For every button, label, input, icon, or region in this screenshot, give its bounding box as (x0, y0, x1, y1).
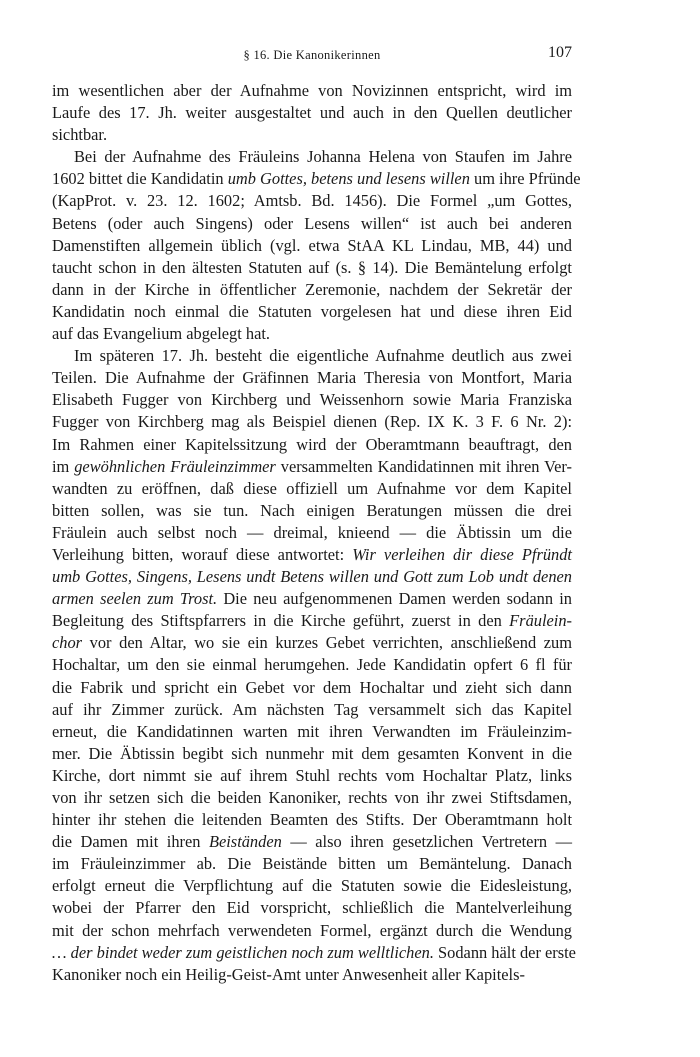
text-run: die Damen mit ihren (52, 832, 209, 852)
text-line (52, 853, 572, 875)
italic-run: Beiständen (208, 832, 282, 852)
text-run: wobei der Pfarrer den Eid vorspricht, schließlich die Mantelverleihung (52, 898, 572, 918)
text-run: im Fräuleinzimmer ab. Die Beistände bitten um Bemäntelung. Danach (52, 854, 572, 874)
italic-run: armen seelen zum Trost. (52, 589, 218, 609)
text-run: bitten sollen, was sie tun. Nach einigen Beratungen müssen die drei (52, 500, 572, 520)
text-line (52, 168, 581, 190)
body-text (52, 80, 581, 986)
text-run: Begleitung des Stiftspfarrers in die Kirche geführt, zuerst in den (52, 611, 510, 631)
italic-run: Fräulein- (509, 611, 572, 631)
text-line (52, 434, 572, 456)
text-run: sichtbar. (52, 125, 108, 145)
text-run: Elisabeth Fugger von Kirchberg und Weissenhorn sowie Maria Franziska (52, 390, 572, 410)
text-line (52, 942, 576, 964)
text-run: erneut, die Kandidatinnen warten mit ihren Verwandten im Fräuleinzim- (52, 721, 572, 741)
text-run: Die neu aufgenommenen Damen werden sodann in (217, 589, 572, 609)
page-header (52, 44, 572, 66)
text-line (52, 610, 572, 632)
text-run: im (52, 456, 75, 476)
text-run: vor den Altar, wo sie ein kurzes Gebet verrichten, anschließend zum (82, 633, 572, 653)
text-line (52, 544, 572, 566)
text-run: Kandidatin noch einmal die Statuten vorgelesen hat und diese ihren Eid (52, 301, 572, 321)
text-run: Kirche, dort nimmt sie auf ihrem Stuhl rechts vom Hochaltar Platz, links (52, 765, 572, 785)
text-line (52, 279, 572, 301)
text-run: Teilen. Die Aufnahme der Gräfinnen Maria Theresia von Montfort, Maria (52, 368, 572, 388)
text-run: von ihr setzen sich die beiden Kanoniker, rechts von ihr zwei Stiftsdamen, (52, 788, 572, 807)
text-run: um ihre Pfründe (469, 169, 581, 189)
text-line (52, 190, 572, 212)
text-line (52, 875, 572, 897)
italic-run: umb Gottes, Singens, Lesens undt Betens willen und Gott zum Lob undt denen (52, 567, 572, 587)
text-line (52, 235, 572, 257)
text-run: versammelten Kandidatinnen mit ihren Ver- (275, 456, 572, 476)
text-line (52, 566, 572, 588)
text-run: im wesentlichen aber der Aufnahme von Novizinnen entspricht, wird im (52, 81, 572, 100)
text-line (52, 632, 572, 654)
text-run: Bei der Aufnahme des Fräuleins Johanna Helena von Staufen im Jahre (74, 147, 572, 167)
text-run: (KapProt. v. 23. 12. 1602; Amtsb. Bd. 1456). Die Formel „um Gottes, (52, 191, 572, 211)
text-line (52, 102, 572, 124)
text-run: Damenstiften allgemein üblich (vgl. etwa StAA KL Lindau, MB, 44) und (52, 235, 572, 255)
text-run: dann in der Kirche in öffentlicher Zeremonie, nachdem der Sekretär der (52, 279, 572, 299)
text-line (52, 500, 572, 522)
text-run: Im späteren 17. Jh. besteht die eigentliche Aufnahme deutlich aus zwei (74, 346, 572, 366)
text-line (52, 301, 572, 323)
italic-run: umb Gottes, betens und lesens willen (227, 169, 470, 189)
paragraph (52, 146, 581, 345)
text-run: Kanoniker noch ein Heilig-Geist-Amt unter Anwesenheit aller Kapitels- (52, 964, 525, 984)
text-run: — also ihren gesetzlichen Vertretern — (281, 832, 572, 852)
italic-run: gewöhnlichen Fräuleinzimmer (74, 456, 276, 476)
paragraph (52, 80, 572, 146)
text-line (52, 345, 572, 367)
text-run: Fräulein auch selbst noch — dreimal, knieend — die Äbtissin um die (52, 522, 572, 542)
page-number: 107 (548, 44, 572, 61)
text-line (52, 411, 572, 433)
text-line (52, 389, 572, 411)
paragraph (52, 345, 576, 986)
text-line (52, 831, 572, 853)
text-line (52, 478, 572, 500)
text-line (52, 721, 572, 743)
italic-run: … der bindet weder zum geistlichen noch zum welltlichen. (52, 942, 434, 962)
text-run: Hochaltar, um den sie einmal herumgehen. Jede Kandidatin opfert 6 fl für (52, 655, 572, 675)
running-title: § 16. Die Kanonikerinnen (243, 48, 381, 62)
text-run: auf ihr Zimmer zurück. Am nächsten Tag versammelt sich das Kapitel (52, 699, 572, 719)
text-run: taucht schon in den ältesten Statuten auf (s. § 14). Die Bemäntelung erfolgt (52, 257, 572, 277)
text-run: Laufe des 17. Jh. weiter ausgestaltet und auch in den Quellen deutlicher (52, 103, 572, 123)
text-line (52, 677, 572, 699)
text-run: erfolgt erneut die Verpflichtung auf die Statuten sowie die Eidesleistung, (52, 876, 572, 896)
text-line (52, 323, 572, 345)
text-line (52, 765, 572, 787)
text-line (52, 964, 572, 986)
text-line (52, 809, 572, 831)
text-run: Fugger von Kirchberg mag als Beispiel dienen (Rep. IX K. 3 F. 6 Nr. 2): (52, 412, 572, 432)
text-run: mer. Die Äbtissin begibt sich nunmehr mit dem gesamten Konvent in die (52, 743, 572, 763)
text-line (52, 257, 572, 279)
text-line (52, 787, 572, 809)
text-run: hinter ihr stehen die leitenden Beamten des Stifts. Der Oberamtmann holt (52, 810, 572, 830)
italic-run: Wir verleihen dir diese Pfründt (352, 544, 572, 564)
text-run: mit der schon mehrfach verwendeten Formel, ergänzt durch die Wendung (52, 920, 572, 940)
text-run: Betens (oder auch Singens) oder Lesens willen“ ist auch bei anderen (52, 213, 572, 233)
text-line (52, 522, 572, 544)
text-line (52, 920, 572, 942)
text-run: Im Rahmen einer Kapitelssitzung wird der Oberamtmann beauftragt, den (52, 434, 572, 454)
text-run: wandten zu eröffnen, daß diese offiziell um Aufnahme vor dem Kapitel (52, 478, 572, 498)
text-line (52, 124, 572, 146)
text-line (52, 897, 572, 919)
text-run: Sodann hält der erste (433, 942, 576, 962)
text-run: auf das Evangelium abgelegt hat. (52, 324, 271, 344)
text-line (52, 588, 572, 610)
italic-run: chor (52, 633, 83, 653)
text-line (52, 146, 572, 168)
text-run: die Fabrik und spricht ein Gebet vor dem Hochaltar und zieht sich dann (52, 677, 572, 697)
text-line (52, 456, 572, 478)
text-line (52, 699, 572, 721)
text-line (52, 654, 572, 676)
text-run: 1602 bittet die Kandidatin (52, 169, 228, 189)
text-run: Verleihung bitten, worauf diese antwortet: (52, 544, 353, 564)
text-line (52, 213, 572, 235)
text-line (52, 743, 572, 765)
text-line (52, 367, 572, 389)
text-line (52, 80, 572, 102)
